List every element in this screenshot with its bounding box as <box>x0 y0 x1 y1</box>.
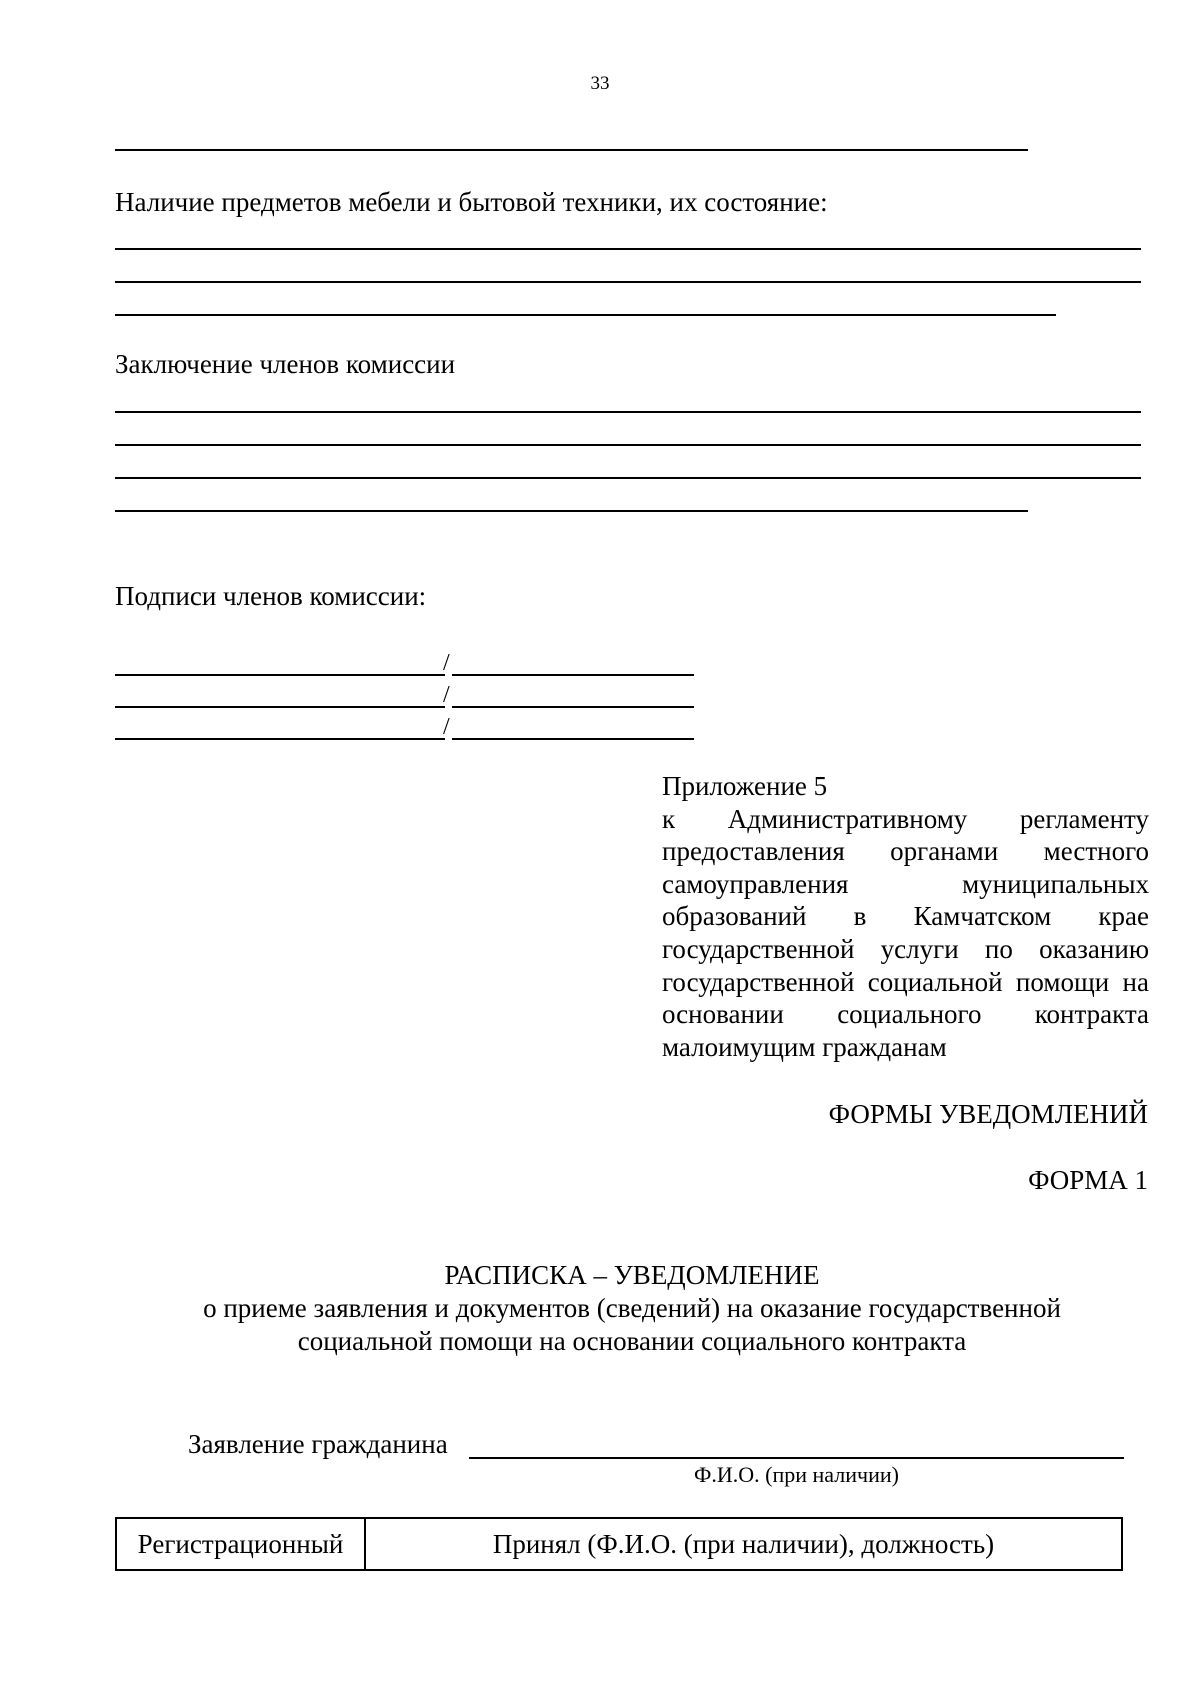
signature-line <box>452 706 694 708</box>
receipt-title: РАСПИСКА – УВЕДОМЛЕНИЕ <box>444 1260 820 1290</box>
signature-separator: / <box>443 682 450 708</box>
appendix-body: к Административному регламенту предоставления органами местного самоуправления муниципальных образований в Камчатском крае государственной услуги по оказанию государственной социальной помощи на основании социального контракта малоимущим гражданам <box>662 803 1149 1062</box>
table-header-received-by: Принял (Ф.И.О. (при наличии), должность) <box>365 1518 1122 1570</box>
table-header-registration: Регистрационный <box>116 1518 365 1570</box>
signatures-label: Подписи членов комиссии: <box>115 581 427 611</box>
blank-line <box>115 510 1028 512</box>
signature-line <box>115 674 445 676</box>
signature-line <box>452 738 694 740</box>
signature-line <box>115 706 445 708</box>
signature-separator: / <box>443 714 450 740</box>
applicant-name-line <box>469 1457 1124 1459</box>
appendix-block <box>662 770 1149 1063</box>
furniture-label: Наличие предметов мебели и бытовой техники, их состояние: <box>115 187 828 217</box>
page-number: 33 <box>590 73 610 94</box>
applicant-label: Заявление гражданина <box>188 1429 448 1459</box>
blank-line <box>115 149 1028 151</box>
blank-line <box>115 477 1141 479</box>
blank-line <box>115 248 1141 250</box>
table-row <box>116 1518 1122 1570</box>
blank-line <box>115 281 1141 283</box>
blank-line <box>115 411 1141 413</box>
signature-separator: / <box>443 650 450 676</box>
blank-line <box>115 444 1141 446</box>
registration-table <box>115 1517 1123 1571</box>
receipt-subtitle-line2: социальной помощи на основании социального контракта <box>297 1326 967 1356</box>
form-number: ФОРМА 1 <box>1028 1165 1148 1195</box>
signature-line <box>452 674 694 676</box>
blank-line <box>115 314 1056 316</box>
signature-line <box>115 738 445 740</box>
conclusion-label: Заключение членов комиссии <box>115 349 456 379</box>
applicant-caption: Ф.И.О. (при наличии) <box>694 1462 899 1487</box>
forms-heading: ФОРМЫ УВЕДОМЛЕНИЙ <box>828 1099 1148 1129</box>
appendix-title: Приложение 5 <box>662 771 828 801</box>
receipt-subtitle-line1: о приеме заявления и документов (сведений) на оказание государственной <box>203 1293 1061 1323</box>
